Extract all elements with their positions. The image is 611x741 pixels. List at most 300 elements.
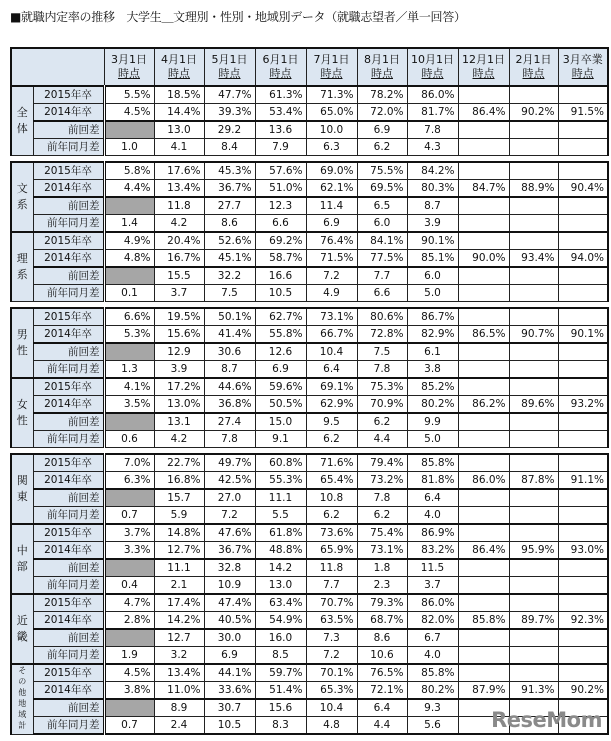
table-row	[11, 559, 608, 577]
data-cell	[458, 664, 509, 682]
header-corner	[11, 48, 104, 86]
data-cell	[558, 594, 608, 612]
data-cell	[558, 489, 608, 507]
data-cell: 54.9%	[255, 612, 306, 630]
column-header	[154, 48, 204, 86]
group-label-text: その他地域計	[18, 666, 27, 731]
data-cell: 8.4	[204, 139, 255, 156]
data-cell	[558, 121, 608, 139]
row-label: 前年同月差	[33, 507, 104, 525]
data-cell: 4.2	[154, 431, 204, 448]
row-label: 前回差	[33, 699, 104, 717]
data-cell	[558, 86, 608, 104]
data-cell: 0.1	[104, 285, 154, 302]
table-row	[11, 612, 608, 630]
data-cell: 75.5%	[357, 162, 407, 180]
table-row	[11, 472, 608, 490]
data-cell: 15.6	[255, 699, 306, 717]
data-cell: 52.6%	[204, 232, 255, 250]
data-cell	[558, 197, 608, 215]
data-cell	[458, 413, 509, 431]
data-cell: 62.7%	[255, 308, 306, 326]
row-label: 2014年卒	[33, 542, 104, 560]
table-row	[11, 104, 608, 122]
column-header-date: 7月1日	[313, 53, 350, 66]
data-cell: 12.7%	[154, 542, 204, 560]
data-cell: 4.1%	[104, 378, 154, 396]
data-cell: 12.9	[154, 343, 204, 361]
data-cell: 13.4%	[154, 664, 204, 682]
table-row	[11, 454, 608, 472]
data-cell	[509, 559, 558, 577]
table-row	[11, 629, 608, 647]
row-label: 2015年卒	[33, 232, 104, 250]
column-header-date: 6月1日	[262, 53, 299, 66]
data-cell: 13.6	[255, 121, 306, 139]
table-row	[11, 489, 608, 507]
data-cell	[458, 197, 509, 215]
data-cell: 9.1	[255, 431, 306, 448]
group-label	[11, 454, 33, 524]
data-cell: 6.0	[357, 215, 407, 233]
data-cell: 7.2	[306, 647, 357, 665]
data-cell: 12.6	[255, 343, 306, 361]
data-cell: 86.4%	[458, 104, 509, 122]
data-cell: 4.8%	[104, 250, 154, 268]
data-cell	[509, 121, 558, 139]
data-cell: 73.1%	[357, 542, 407, 560]
data-cell: 13.1	[154, 413, 204, 431]
table-row	[11, 86, 608, 104]
data-cell: 32.2	[204, 267, 255, 285]
data-cell: 2.4	[154, 717, 204, 735]
column-header	[407, 48, 458, 86]
data-cell	[558, 267, 608, 285]
data-cell: 13.0	[154, 121, 204, 139]
data-cell: 6.1	[407, 343, 458, 361]
row-label: 2014年卒	[33, 326, 104, 344]
data-cell: 5.9	[154, 507, 204, 525]
table-row	[11, 139, 608, 156]
data-cell: 0.7	[104, 507, 154, 525]
column-header-date: 3月卒業	[562, 53, 603, 66]
data-cell	[558, 664, 608, 682]
column-header	[458, 48, 509, 86]
data-cell: 0.6	[104, 431, 154, 448]
data-cell: 41.4%	[204, 326, 255, 344]
data-cell	[509, 215, 558, 233]
data-cell: 10.8	[306, 489, 357, 507]
data-cell: 69.0%	[306, 162, 357, 180]
data-cell: 4.5%	[104, 104, 154, 122]
data-cell	[509, 197, 558, 215]
data-cell: 79.3%	[357, 594, 407, 612]
data-cell: 11.0%	[154, 682, 204, 700]
data-cell: 10.4	[306, 699, 357, 717]
data-cell: 36.8%	[204, 396, 255, 414]
data-cell	[104, 699, 154, 717]
data-cell: 6.2	[357, 413, 407, 431]
data-cell	[509, 361, 558, 379]
data-cell: 47.7%	[204, 86, 255, 104]
data-cell	[509, 308, 558, 326]
data-cell: 91.5%	[558, 104, 608, 122]
table-row	[11, 197, 608, 215]
data-cell: 6.2	[357, 507, 407, 525]
data-cell	[104, 343, 154, 361]
data-cell: 16.8%	[154, 472, 204, 490]
data-cell	[509, 285, 558, 302]
data-cell: 7.2	[306, 267, 357, 285]
data-cell: 13.4%	[154, 180, 204, 198]
data-cell: 44.6%	[204, 378, 255, 396]
data-cell: 6.7	[407, 629, 458, 647]
data-cell	[509, 594, 558, 612]
data-cell: 30.6	[204, 343, 255, 361]
data-cell: 30.7	[204, 699, 255, 717]
table-title: ■就職内定率の推移 大学生＿文理別・性別・地域別データ（就職志望者／単一回答）	[10, 10, 466, 24]
row-label: 前年同月差	[33, 139, 104, 156]
data-cell: 19.5%	[154, 308, 204, 326]
table-row	[11, 647, 608, 665]
column-header-date: 8月1日	[364, 53, 400, 66]
table-row	[11, 121, 608, 139]
row-label: 前回差	[33, 197, 104, 215]
row-label: 2014年卒	[33, 180, 104, 198]
data-cell	[509, 454, 558, 472]
data-cell: 7.9	[255, 139, 306, 156]
data-cell: 27.0	[204, 489, 255, 507]
data-cell: 6.0	[407, 267, 458, 285]
data-cell: 91.1%	[558, 472, 608, 490]
data-cell: 11.8	[154, 197, 204, 215]
data-cell	[104, 413, 154, 431]
data-cell: 3.8	[407, 361, 458, 379]
data-cell: 4.4%	[104, 180, 154, 198]
data-cell: 3.9	[154, 361, 204, 379]
table-row	[11, 396, 608, 414]
data-cell: 33.6%	[204, 682, 255, 700]
data-cell: 85.8%	[407, 454, 458, 472]
data-cell: 89.6%	[509, 396, 558, 414]
data-cell: 8.5	[255, 647, 306, 665]
data-cell: 68.7%	[357, 612, 407, 630]
table-row	[11, 682, 608, 700]
data-cell: 6.2	[357, 139, 407, 156]
column-header-suffix: 時点	[522, 67, 545, 80]
data-cell: 40.5%	[204, 612, 255, 630]
data-cell: 79.4%	[357, 454, 407, 472]
data-cell: 1.9	[104, 647, 154, 665]
data-cell: 55.3%	[255, 472, 306, 490]
column-header-suffix: 時点	[421, 67, 444, 80]
data-cell: 5.3%	[104, 326, 154, 344]
group-label	[11, 378, 33, 448]
data-cell: 6.9	[204, 647, 255, 665]
data-cell	[509, 577, 558, 595]
data-cell: 8.7	[407, 197, 458, 215]
group-label	[11, 594, 33, 664]
data-cell: 0.4	[104, 577, 154, 595]
data-cell	[104, 121, 154, 139]
data-cell: 69.5%	[357, 180, 407, 198]
row-label: 2015年卒	[33, 524, 104, 542]
row-label: 前回差	[33, 489, 104, 507]
data-cell: 75.3%	[357, 378, 407, 396]
column-header	[558, 48, 608, 86]
data-cell: 7.7	[306, 577, 357, 595]
data-cell	[458, 594, 509, 612]
data-cell: 4.9	[306, 285, 357, 302]
data-cell: 47.6%	[204, 524, 255, 542]
data-cell: 36.7%	[204, 180, 255, 198]
data-cell	[558, 232, 608, 250]
data-cell	[458, 162, 509, 180]
data-cell: 90.2%	[558, 682, 608, 700]
row-label: 2014年卒	[33, 612, 104, 630]
group-label	[11, 232, 33, 302]
column-header	[255, 48, 306, 86]
data-cell: 65.0%	[306, 104, 357, 122]
data-cell: 61.3%	[255, 86, 306, 104]
data-cell: 5.6	[407, 717, 458, 735]
data-cell: 44.1%	[204, 664, 255, 682]
data-cell	[458, 431, 509, 448]
column-header-date: 10月1日	[411, 53, 454, 66]
row-label: 前年同月差	[33, 431, 104, 448]
group-label	[11, 308, 33, 378]
column-header-date: 5月1日	[211, 53, 248, 66]
data-cell: 8.6	[204, 215, 255, 233]
table-row	[11, 361, 608, 379]
data-cell	[558, 285, 608, 302]
data-cell	[558, 647, 608, 665]
data-cell: 69.1%	[306, 378, 357, 396]
table-row	[11, 267, 608, 285]
data-cell: 13.0%	[154, 396, 204, 414]
row-label: 前年同月差	[33, 215, 104, 233]
data-cell: 15.7	[154, 489, 204, 507]
data-cell	[509, 162, 558, 180]
data-cell: 80.6%	[357, 308, 407, 326]
row-label: 2015年卒	[33, 454, 104, 472]
data-cell: 9.3	[407, 699, 458, 717]
data-cell: 93.4%	[509, 250, 558, 268]
data-cell: 17.4%	[154, 594, 204, 612]
data-cell: 89.7%	[509, 612, 558, 630]
data-cell: 90.0%	[458, 250, 509, 268]
row-label: 2014年卒	[33, 396, 104, 414]
data-cell: 50.5%	[255, 396, 306, 414]
data-cell: 11.1	[154, 559, 204, 577]
data-cell: 95.9%	[509, 542, 558, 560]
data-cell: 3.7	[407, 577, 458, 595]
data-cell: 86.9%	[407, 524, 458, 542]
table-row	[11, 326, 608, 344]
data-cell: 77.5%	[357, 250, 407, 268]
data-cell: 55.8%	[255, 326, 306, 344]
row-label: 2014年卒	[33, 682, 104, 700]
data-cell	[558, 431, 608, 448]
data-cell: 4.8	[306, 717, 357, 735]
data-cell	[558, 308, 608, 326]
data-cell: 7.7	[357, 267, 407, 285]
data-cell	[458, 285, 509, 302]
data-cell: 82.9%	[407, 326, 458, 344]
data-cell: 17.2%	[154, 378, 204, 396]
row-label: 前回差	[33, 267, 104, 285]
data-cell: 8.3	[255, 717, 306, 735]
column-header	[204, 48, 255, 86]
data-cell: 15.6%	[154, 326, 204, 344]
column-header-suffix: 時点	[320, 67, 343, 80]
group-label	[11, 524, 33, 594]
data-cell: 85.8%	[407, 664, 458, 682]
data-cell: 13.0	[255, 577, 306, 595]
data-cell: 86.4%	[458, 542, 509, 560]
data-cell	[458, 629, 509, 647]
data-cell: 81.8%	[407, 472, 458, 490]
table-row	[11, 413, 608, 431]
data-cell: 45.3%	[204, 162, 255, 180]
data-cell: 15.0	[255, 413, 306, 431]
data-cell	[458, 489, 509, 507]
row-label: 2014年卒	[33, 250, 104, 268]
data-cell: 27.4	[204, 413, 255, 431]
data-cell: 2.3	[357, 577, 407, 595]
group-label	[11, 162, 33, 232]
data-cell: 76.4%	[306, 232, 357, 250]
data-cell: 9.5	[306, 413, 357, 431]
data-cell	[458, 454, 509, 472]
data-cell: 14.8%	[154, 524, 204, 542]
data-cell: 7.8	[357, 489, 407, 507]
table-row	[11, 507, 608, 525]
data-cell: 16.6	[255, 267, 306, 285]
table-row	[11, 524, 608, 542]
data-cell: 22.7%	[154, 454, 204, 472]
data-cell: 70.9%	[357, 396, 407, 414]
data-cell	[104, 197, 154, 215]
data-cell: 78.2%	[357, 86, 407, 104]
data-cell: 4.3	[407, 139, 458, 156]
data-cell: 6.2	[306, 431, 357, 448]
data-cell: 73.2%	[357, 472, 407, 490]
data-cell: 42.5%	[204, 472, 255, 490]
data-cell	[458, 267, 509, 285]
data-cell: 10.4	[306, 343, 357, 361]
data-cell: 11.5	[407, 559, 458, 577]
data-cell: 1.8	[357, 559, 407, 577]
data-cell: 2.1	[154, 577, 204, 595]
data-cell: 81.7%	[407, 104, 458, 122]
data-cell: 53.4%	[255, 104, 306, 122]
data-cell: 94.0%	[558, 250, 608, 268]
data-cell: 15.5	[154, 267, 204, 285]
column-header-date: 3月1日	[111, 53, 147, 66]
data-cell: 7.5	[357, 343, 407, 361]
row-label: 2015年卒	[33, 378, 104, 396]
column-header	[509, 48, 558, 86]
table-row	[11, 594, 608, 612]
employment-rate-table	[10, 47, 609, 735]
row-label: 前年同月差	[33, 717, 104, 735]
data-cell	[558, 413, 608, 431]
data-cell: 61.8%	[255, 524, 306, 542]
data-cell	[509, 524, 558, 542]
table-row	[11, 285, 608, 302]
data-cell: 62.1%	[306, 180, 357, 198]
data-cell	[509, 378, 558, 396]
data-cell: 90.2%	[509, 104, 558, 122]
data-cell: 80.2%	[407, 396, 458, 414]
data-cell	[458, 121, 509, 139]
data-cell: 80.2%	[407, 682, 458, 700]
group-label-text: 近畿	[16, 614, 28, 643]
group-label-text: 全体	[16, 106, 28, 135]
row-label: 2015年卒	[33, 86, 104, 104]
data-cell: 65.9%	[306, 542, 357, 560]
column-header-date: 12月1日	[462, 53, 505, 66]
data-cell	[104, 629, 154, 647]
data-cell: 86.0%	[407, 594, 458, 612]
data-cell: 14.2	[255, 559, 306, 577]
data-cell: 83.2%	[407, 542, 458, 560]
table-row	[11, 308, 608, 326]
data-cell: 4.0	[407, 507, 458, 525]
data-cell: 32.8	[204, 559, 255, 577]
table-row	[11, 250, 608, 268]
column-header-date: 2月1日	[515, 53, 552, 66]
data-cell: 84.2%	[407, 162, 458, 180]
data-cell: 3.5%	[104, 396, 154, 414]
data-cell	[558, 559, 608, 577]
data-cell: 10.6	[357, 647, 407, 665]
data-cell: 73.1%	[306, 308, 357, 326]
column-header	[306, 48, 357, 86]
data-cell: 1.4	[104, 215, 154, 233]
data-cell: 1.3	[104, 361, 154, 379]
table-row	[11, 378, 608, 396]
data-cell: 16.0	[255, 629, 306, 647]
data-cell: 14.4%	[154, 104, 204, 122]
data-cell: 16.7%	[154, 250, 204, 268]
data-cell	[558, 454, 608, 472]
table-row	[11, 542, 608, 560]
data-cell: 10.5	[255, 285, 306, 302]
data-cell	[458, 86, 509, 104]
data-cell: 86.0%	[407, 86, 458, 104]
data-cell: 87.9%	[458, 682, 509, 700]
data-cell	[104, 559, 154, 577]
data-cell: 93.0%	[558, 542, 608, 560]
data-cell: 51.0%	[255, 180, 306, 198]
data-cell: 71.5%	[306, 250, 357, 268]
group-label-text: 中部	[16, 544, 28, 573]
row-label: 前回差	[33, 343, 104, 361]
table-row	[11, 232, 608, 250]
data-cell: 6.4	[407, 489, 458, 507]
data-cell: 4.4	[357, 717, 407, 735]
data-cell: 47.4%	[204, 594, 255, 612]
group-label-text: 関東	[16, 474, 28, 503]
data-cell: 6.4	[357, 699, 407, 717]
column-header	[104, 48, 154, 86]
data-cell: 4.4	[357, 431, 407, 448]
data-cell: 20.4%	[154, 232, 204, 250]
data-cell: 63.5%	[306, 612, 357, 630]
data-cell: 1.0	[104, 139, 154, 156]
